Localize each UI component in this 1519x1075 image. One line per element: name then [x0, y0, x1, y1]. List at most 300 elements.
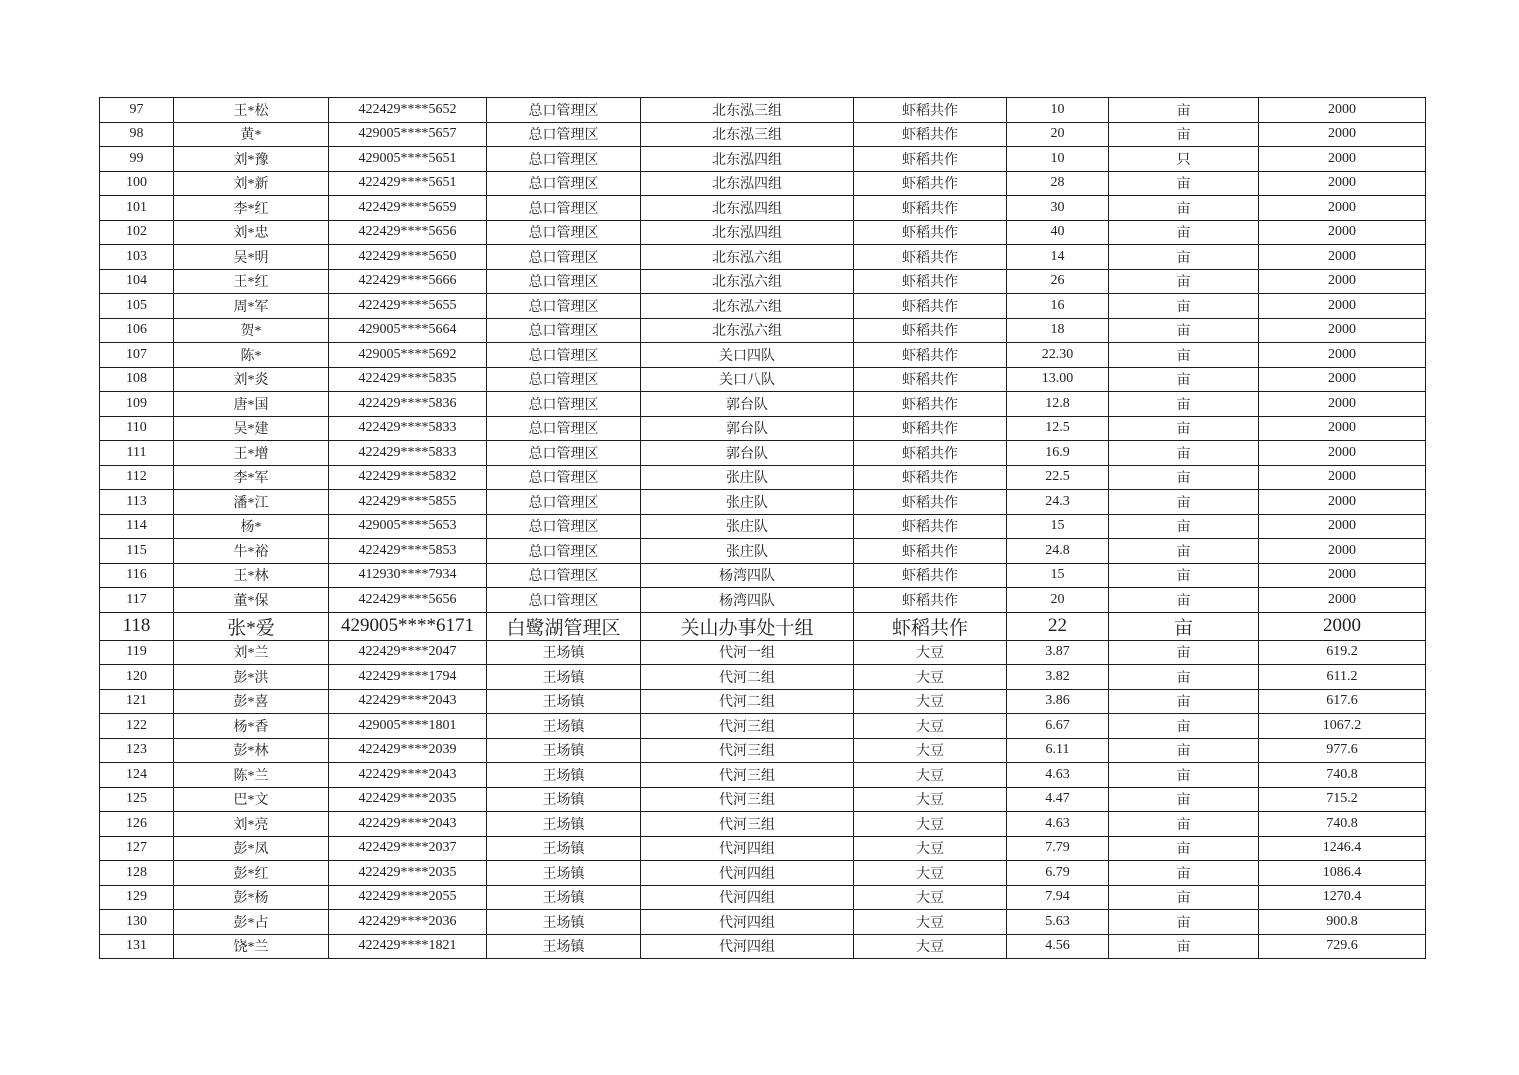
cell-unit: 亩 — [1109, 861, 1259, 886]
cell-quantity: 5.63 — [1007, 910, 1109, 935]
cell-region: 总口管理区 — [487, 539, 641, 564]
cell-row-index: 130 — [100, 910, 174, 935]
cell-id-number: 422429****2037 — [329, 836, 487, 861]
cell-group: 代河四组 — [641, 885, 854, 910]
cell-amount: 2000 — [1259, 294, 1426, 319]
table-row — [100, 196, 1426, 221]
cell-quantity: 6.79 — [1007, 861, 1109, 886]
cell-planting-model: 虾稻共作 — [854, 588, 1007, 613]
cell-row-index: 105 — [100, 294, 174, 319]
cell-quantity: 3.87 — [1007, 640, 1109, 665]
cell-region: 王场镇 — [487, 640, 641, 665]
cell-planting-model: 大豆 — [854, 812, 1007, 837]
cell-amount: 740.8 — [1259, 812, 1426, 837]
cell-amount: 2000 — [1259, 318, 1426, 343]
cell-amount: 2000 — [1259, 171, 1426, 196]
cell-region: 总口管理区 — [487, 465, 641, 490]
cell-name: 牛*裕 — [174, 539, 329, 564]
cell-name: 刘*炎 — [174, 367, 329, 392]
cell-id-number: 422429****2043 — [329, 763, 487, 788]
cell-group: 北东泓四组 — [641, 196, 854, 221]
cell-name: 唐*国 — [174, 392, 329, 417]
cell-quantity: 4.56 — [1007, 934, 1109, 959]
cell-quantity: 40 — [1007, 220, 1109, 245]
cell-group: 北东泓六组 — [641, 245, 854, 270]
cell-group: 张庄队 — [641, 490, 854, 515]
cell-unit: 亩 — [1109, 441, 1259, 466]
cell-row-index: 99 — [100, 147, 174, 172]
cell-id-number: 422429****1794 — [329, 665, 487, 690]
cell-group: 代河三组 — [641, 738, 854, 763]
cell-region: 王场镇 — [487, 812, 641, 837]
cell-row-index: 101 — [100, 196, 174, 221]
cell-group: 张庄队 — [641, 539, 854, 564]
table-row — [100, 563, 1426, 588]
cell-id-number: 429005****5692 — [329, 343, 487, 368]
cell-row-index: 117 — [100, 588, 174, 613]
cell-group: 北东泓三组 — [641, 122, 854, 147]
cell-quantity: 3.86 — [1007, 689, 1109, 714]
table-row — [100, 714, 1426, 739]
cell-planting-model: 虾稻共作 — [854, 343, 1007, 368]
cell-planting-model: 虾稻共作 — [854, 465, 1007, 490]
cell-id-number: 422429****5833 — [329, 441, 487, 466]
table-row — [100, 885, 1426, 910]
cell-amount: 740.8 — [1259, 763, 1426, 788]
table-row — [100, 934, 1426, 959]
cell-id-number: 422429****5853 — [329, 539, 487, 564]
cell-id-number: 422429****5833 — [329, 416, 487, 441]
cell-amount: 2000 — [1259, 343, 1426, 368]
cell-quantity: 24.3 — [1007, 490, 1109, 515]
cell-unit: 亩 — [1109, 294, 1259, 319]
table-row — [100, 812, 1426, 837]
cell-row-index: 123 — [100, 738, 174, 763]
cell-name: 吴*建 — [174, 416, 329, 441]
cell-group: 北东泓三组 — [641, 98, 854, 123]
cell-id-number: 422429****5659 — [329, 196, 487, 221]
cell-name: 刘*忠 — [174, 220, 329, 245]
table-row — [100, 490, 1426, 515]
cell-unit: 亩 — [1109, 539, 1259, 564]
table-row — [100, 689, 1426, 714]
cell-row-index: 106 — [100, 318, 174, 343]
cell-amount: 2000 — [1259, 245, 1426, 270]
cell-group: 北东泓六组 — [641, 294, 854, 319]
cell-planting-model: 虾稻共作 — [854, 98, 1007, 123]
table-row — [100, 98, 1426, 123]
cell-unit: 亩 — [1109, 665, 1259, 690]
cell-amount: 2000 — [1259, 490, 1426, 515]
cell-region: 王场镇 — [487, 763, 641, 788]
cell-id-number: 422429****1821 — [329, 934, 487, 959]
cell-group: 北东泓四组 — [641, 220, 854, 245]
cell-id-number: 429005****5651 — [329, 147, 487, 172]
cell-planting-model: 虾稻共作 — [854, 539, 1007, 564]
cell-name: 周*军 — [174, 294, 329, 319]
cell-amount: 900.8 — [1259, 910, 1426, 935]
cell-row-index: 109 — [100, 392, 174, 417]
cell-unit: 亩 — [1109, 367, 1259, 392]
cell-region: 总口管理区 — [487, 367, 641, 392]
cell-name: 黄* — [174, 122, 329, 147]
cell-region: 总口管理区 — [487, 147, 641, 172]
cell-amount: 2000 — [1259, 514, 1426, 539]
cell-amount: 729.6 — [1259, 934, 1426, 959]
cell-region: 王场镇 — [487, 934, 641, 959]
cell-group: 代河四组 — [641, 910, 854, 935]
cell-id-number: 429005****5653 — [329, 514, 487, 539]
cell-group: 代河三组 — [641, 812, 854, 837]
cell-amount: 2000 — [1259, 367, 1426, 392]
table-row — [100, 220, 1426, 245]
cell-group: 代河一组 — [641, 640, 854, 665]
cell-planting-model: 虾稻共作 — [854, 196, 1007, 221]
table-row — [100, 245, 1426, 270]
cell-group: 代河三组 — [641, 763, 854, 788]
cell-amount: 2000 — [1259, 98, 1426, 123]
cell-region: 总口管理区 — [487, 196, 641, 221]
table-row — [100, 514, 1426, 539]
cell-quantity: 3.82 — [1007, 665, 1109, 690]
cell-planting-model: 大豆 — [854, 689, 1007, 714]
cell-quantity: 12.8 — [1007, 392, 1109, 417]
cell-amount: 2000 — [1259, 220, 1426, 245]
cell-quantity: 24.8 — [1007, 539, 1109, 564]
cell-unit: 亩 — [1109, 196, 1259, 221]
cell-name: 陈*兰 — [174, 763, 329, 788]
table-row — [100, 122, 1426, 147]
cell-region: 总口管理区 — [487, 416, 641, 441]
cell-quantity: 18 — [1007, 318, 1109, 343]
cell-planting-model: 大豆 — [854, 763, 1007, 788]
cell-unit: 亩 — [1109, 465, 1259, 490]
cell-region: 总口管理区 — [487, 514, 641, 539]
cell-planting-model: 大豆 — [854, 885, 1007, 910]
cell-name: 李*军 — [174, 465, 329, 490]
table-row — [100, 910, 1426, 935]
cell-name: 吴*明 — [174, 245, 329, 270]
cell-name: 王*林 — [174, 563, 329, 588]
cell-amount: 2000 — [1259, 539, 1426, 564]
cell-id-number: 422429****5652 — [329, 98, 487, 123]
cell-id-number: 422429****2036 — [329, 910, 487, 935]
cell-region: 白鹭湖管理区 — [487, 612, 641, 640]
table-row — [100, 318, 1426, 343]
cell-id-number: 422429****2035 — [329, 787, 487, 812]
table-row — [100, 763, 1426, 788]
cell-region: 总口管理区 — [487, 392, 641, 417]
cell-row-index: 112 — [100, 465, 174, 490]
cell-unit: 亩 — [1109, 738, 1259, 763]
cell-region: 总口管理区 — [487, 220, 641, 245]
cell-quantity: 6.11 — [1007, 738, 1109, 763]
cell-quantity: 15 — [1007, 563, 1109, 588]
cell-quantity: 14 — [1007, 245, 1109, 270]
cell-amount: 2000 — [1259, 269, 1426, 294]
cell-group: 张庄队 — [641, 465, 854, 490]
cell-region: 总口管理区 — [487, 122, 641, 147]
cell-row-index: 102 — [100, 220, 174, 245]
cell-unit: 亩 — [1109, 514, 1259, 539]
cell-region: 总口管理区 — [487, 441, 641, 466]
cell-quantity: 22.5 — [1007, 465, 1109, 490]
cell-quantity: 16 — [1007, 294, 1109, 319]
cell-planting-model: 虾稻共作 — [854, 171, 1007, 196]
cell-planting-model: 大豆 — [854, 910, 1007, 935]
cell-id-number: 422429****5855 — [329, 490, 487, 515]
cell-amount: 2000 — [1259, 588, 1426, 613]
cell-planting-model: 虾稻共作 — [854, 514, 1007, 539]
cell-region: 总口管理区 — [487, 98, 641, 123]
cell-id-number: 422429****5655 — [329, 294, 487, 319]
cell-group: 代河三组 — [641, 714, 854, 739]
cell-amount: 2000 — [1259, 612, 1426, 640]
cell-group: 代河二组 — [641, 689, 854, 714]
cell-quantity: 4.47 — [1007, 787, 1109, 812]
cell-unit: 亩 — [1109, 812, 1259, 837]
cell-planting-model: 大豆 — [854, 934, 1007, 959]
cell-group: 北东泓四组 — [641, 147, 854, 172]
cell-id-number: 422429****5651 — [329, 171, 487, 196]
cell-region: 王场镇 — [487, 910, 641, 935]
cell-row-index: 113 — [100, 490, 174, 515]
cell-region: 王场镇 — [487, 787, 641, 812]
cell-planting-model: 虾稻共作 — [854, 367, 1007, 392]
cell-id-number: 422429****2035 — [329, 861, 487, 886]
cell-row-index: 121 — [100, 689, 174, 714]
cell-group: 郭台队 — [641, 392, 854, 417]
cell-planting-model: 虾稻共作 — [854, 490, 1007, 515]
cell-row-index: 128 — [100, 861, 174, 886]
cell-group: 关山办事处十组 — [641, 612, 854, 640]
cell-name: 贺* — [174, 318, 329, 343]
table-row — [100, 147, 1426, 172]
cell-name: 彭*杨 — [174, 885, 329, 910]
cell-amount: 2000 — [1259, 392, 1426, 417]
cell-unit: 亩 — [1109, 490, 1259, 515]
cell-quantity: 20 — [1007, 588, 1109, 613]
cell-quantity: 16.9 — [1007, 441, 1109, 466]
cell-row-index: 126 — [100, 812, 174, 837]
table-row — [100, 441, 1426, 466]
cell-id-number: 429005****5657 — [329, 122, 487, 147]
cell-row-index: 111 — [100, 441, 174, 466]
cell-row-index: 124 — [100, 763, 174, 788]
cell-quantity: 4.63 — [1007, 812, 1109, 837]
cell-name: 彭*红 — [174, 861, 329, 886]
table-row — [100, 171, 1426, 196]
cell-group: 代河四组 — [641, 861, 854, 886]
cell-name: 王*松 — [174, 98, 329, 123]
cell-name: 刘*豫 — [174, 147, 329, 172]
cell-id-number: 422429****2039 — [329, 738, 487, 763]
cell-amount: 617.6 — [1259, 689, 1426, 714]
cell-name: 刘*亮 — [174, 812, 329, 837]
cell-planting-model: 虾稻共作 — [854, 392, 1007, 417]
table-row — [100, 861, 1426, 886]
table-row — [100, 539, 1426, 564]
cell-unit: 亩 — [1109, 563, 1259, 588]
cell-id-number: 422429****2055 — [329, 885, 487, 910]
table-row — [100, 269, 1426, 294]
table-row — [100, 787, 1426, 812]
cell-id-number: 429005****6171 — [329, 612, 487, 640]
cell-name: 王*增 — [174, 441, 329, 466]
cell-name: 饶*兰 — [174, 934, 329, 959]
cell-amount: 611.2 — [1259, 665, 1426, 690]
cell-id-number: 429005****5664 — [329, 318, 487, 343]
table-row — [100, 392, 1426, 417]
cell-planting-model: 虾稻共作 — [854, 245, 1007, 270]
cell-group: 代河四组 — [641, 934, 854, 959]
cell-group: 杨湾四队 — [641, 563, 854, 588]
cell-id-number: 422429****5656 — [329, 588, 487, 613]
cell-name: 王*红 — [174, 269, 329, 294]
cell-unit: 亩 — [1109, 640, 1259, 665]
cell-planting-model: 虾稻共作 — [854, 122, 1007, 147]
cell-row-index: 115 — [100, 539, 174, 564]
cell-row-index: 100 — [100, 171, 174, 196]
cell-name: 刘*新 — [174, 171, 329, 196]
cell-id-number: 422429****5835 — [329, 367, 487, 392]
cell-unit: 亩 — [1109, 763, 1259, 788]
cell-group: 张庄队 — [641, 514, 854, 539]
cell-id-number: 422429****5836 — [329, 392, 487, 417]
cell-id-number: 422429****5832 — [329, 465, 487, 490]
cell-unit: 亩 — [1109, 343, 1259, 368]
cell-group: 关口四队 — [641, 343, 854, 368]
cell-row-index: 104 — [100, 269, 174, 294]
cell-quantity: 20 — [1007, 122, 1109, 147]
cell-id-number: 412930****7934 — [329, 563, 487, 588]
cell-planting-model: 大豆 — [854, 787, 1007, 812]
cell-row-index: 108 — [100, 367, 174, 392]
cell-unit: 亩 — [1109, 885, 1259, 910]
cell-planting-model: 虾稻共作 — [854, 441, 1007, 466]
cell-planting-model: 虾稻共作 — [854, 318, 1007, 343]
cell-row-index: 97 — [100, 98, 174, 123]
cell-region: 王场镇 — [487, 665, 641, 690]
table-row — [100, 343, 1426, 368]
cell-unit: 只 — [1109, 147, 1259, 172]
cell-group: 代河四组 — [641, 836, 854, 861]
cell-row-index: 118 — [100, 612, 174, 640]
cell-planting-model: 虾稻共作 — [854, 612, 1007, 640]
cell-amount: 1270.4 — [1259, 885, 1426, 910]
cell-planting-model: 虾稻共作 — [854, 563, 1007, 588]
cell-row-index: 110 — [100, 416, 174, 441]
cell-unit: 亩 — [1109, 612, 1259, 640]
cell-region: 总口管理区 — [487, 245, 641, 270]
cell-quantity: 12.5 — [1007, 416, 1109, 441]
cell-group: 代河三组 — [641, 787, 854, 812]
cell-id-number: 422429****5656 — [329, 220, 487, 245]
cell-unit: 亩 — [1109, 910, 1259, 935]
cell-row-index: 103 — [100, 245, 174, 270]
records-table-body — [100, 98, 1426, 959]
cell-region: 总口管理区 — [487, 318, 641, 343]
cell-group: 代河二组 — [641, 665, 854, 690]
cell-name: 陈* — [174, 343, 329, 368]
cell-id-number: 422429****2043 — [329, 812, 487, 837]
cell-quantity: 4.63 — [1007, 763, 1109, 788]
cell-planting-model: 大豆 — [854, 665, 1007, 690]
cell-id-number: 429005****1801 — [329, 714, 487, 739]
cell-name: 张*爱 — [174, 612, 329, 640]
cell-unit: 亩 — [1109, 318, 1259, 343]
cell-row-index: 120 — [100, 665, 174, 690]
cell-group: 郭台队 — [641, 416, 854, 441]
cell-name: 彭*占 — [174, 910, 329, 935]
cell-name: 刘*兰 — [174, 640, 329, 665]
cell-unit: 亩 — [1109, 392, 1259, 417]
cell-unit: 亩 — [1109, 588, 1259, 613]
cell-quantity: 26 — [1007, 269, 1109, 294]
cell-row-index: 114 — [100, 514, 174, 539]
cell-region: 总口管理区 — [487, 588, 641, 613]
cell-unit: 亩 — [1109, 836, 1259, 861]
cell-row-index: 98 — [100, 122, 174, 147]
cell-quantity: 7.79 — [1007, 836, 1109, 861]
cell-id-number: 422429****5650 — [329, 245, 487, 270]
cell-planting-model: 虾稻共作 — [854, 269, 1007, 294]
cell-amount: 715.2 — [1259, 787, 1426, 812]
cell-amount: 1067.2 — [1259, 714, 1426, 739]
cell-unit: 亩 — [1109, 689, 1259, 714]
cell-region: 总口管理区 — [487, 343, 641, 368]
cell-amount: 2000 — [1259, 147, 1426, 172]
cell-region: 王场镇 — [487, 885, 641, 910]
cell-name: 杨*香 — [174, 714, 329, 739]
cell-planting-model: 虾稻共作 — [854, 220, 1007, 245]
cell-quantity: 15 — [1007, 514, 1109, 539]
cell-name: 潘*江 — [174, 490, 329, 515]
cell-row-index: 119 — [100, 640, 174, 665]
cell-region: 总口管理区 — [487, 171, 641, 196]
cell-unit: 亩 — [1109, 269, 1259, 294]
cell-amount: 2000 — [1259, 416, 1426, 441]
cell-quantity: 13.00 — [1007, 367, 1109, 392]
cell-amount: 977.6 — [1259, 738, 1426, 763]
cell-region: 总口管理区 — [487, 269, 641, 294]
cell-region: 总口管理区 — [487, 563, 641, 588]
cell-quantity: 6.67 — [1007, 714, 1109, 739]
cell-amount: 2000 — [1259, 122, 1426, 147]
subsidy-records-table — [99, 97, 1426, 959]
cell-unit: 亩 — [1109, 714, 1259, 739]
cell-group: 杨湾四队 — [641, 588, 854, 613]
table-row — [100, 612, 1426, 640]
cell-region: 王场镇 — [487, 714, 641, 739]
cell-region: 总口管理区 — [487, 294, 641, 319]
cell-amount: 1246.4 — [1259, 836, 1426, 861]
table-row — [100, 367, 1426, 392]
table-row — [100, 294, 1426, 319]
cell-quantity: 28 — [1007, 171, 1109, 196]
cell-region: 王场镇 — [487, 689, 641, 714]
cell-id-number: 422429****5666 — [329, 269, 487, 294]
cell-planting-model: 大豆 — [854, 861, 1007, 886]
table-row — [100, 640, 1426, 665]
cell-row-index: 116 — [100, 563, 174, 588]
cell-region: 总口管理区 — [487, 490, 641, 515]
cell-quantity: 30 — [1007, 196, 1109, 221]
cell-planting-model: 大豆 — [854, 836, 1007, 861]
table-row — [100, 465, 1426, 490]
table-row — [100, 738, 1426, 763]
cell-planting-model: 虾稻共作 — [854, 147, 1007, 172]
